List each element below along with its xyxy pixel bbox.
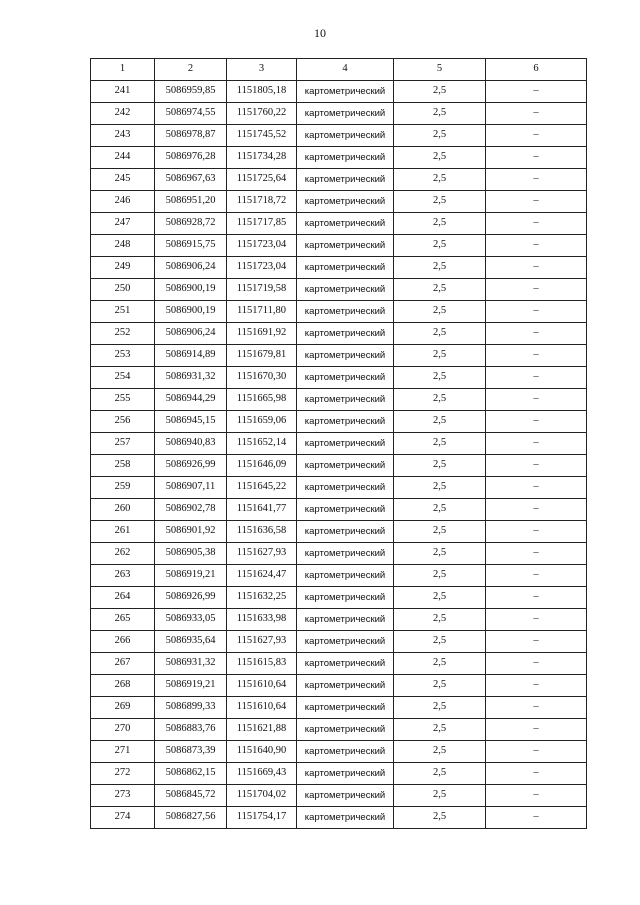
point-number-cell: 263 [91,565,155,587]
x-coordinate-cell: 5086862,15 [155,763,227,785]
accuracy-cell: 2,5 [394,653,486,675]
accuracy-cell: 2,5 [394,103,486,125]
accuracy-cell: 2,5 [394,631,486,653]
table-header-row [91,59,587,81]
note-cell: – [486,367,587,389]
x-coordinate-cell: 5086967,63 [155,169,227,191]
accuracy-cell: 2,5 [394,323,486,345]
table-row [91,389,587,411]
accuracy-cell: 2,5 [394,587,486,609]
note-cell: – [486,433,587,455]
point-number-cell: 269 [91,697,155,719]
table-row [91,741,587,763]
table-row [91,169,587,191]
point-number-cell: 274 [91,807,155,829]
method-cell: картометрический [297,213,394,235]
note-cell: – [486,279,587,301]
method-cell: картометрический [297,235,394,257]
note-cell: – [486,565,587,587]
point-number-cell: 247 [91,213,155,235]
note-cell: – [486,785,587,807]
x-coordinate-cell: 5086899,33 [155,697,227,719]
x-coordinate-cell: 5086940,83 [155,433,227,455]
accuracy-cell: 2,5 [394,741,486,763]
x-coordinate-cell: 5086926,99 [155,455,227,477]
method-cell: картометрический [297,367,394,389]
method-cell: картометрический [297,147,394,169]
note-cell: – [486,411,587,433]
table-row [91,455,587,477]
column-header: 2 [155,59,227,81]
accuracy-cell: 2,5 [394,235,486,257]
y-coordinate-cell: 1151610,64 [227,697,297,719]
accuracy-cell: 2,5 [394,191,486,213]
point-number-cell: 253 [91,345,155,367]
accuracy-cell: 2,5 [394,609,486,631]
y-coordinate-cell: 1151745,52 [227,125,297,147]
x-coordinate-cell: 5086907,11 [155,477,227,499]
x-coordinate-cell: 5086906,24 [155,257,227,279]
table-row [91,213,587,235]
y-coordinate-cell: 1151760,22 [227,103,297,125]
y-coordinate-cell: 1151636,58 [227,521,297,543]
y-coordinate-cell: 1151633,98 [227,609,297,631]
x-coordinate-cell: 5086900,19 [155,279,227,301]
x-coordinate-cell: 5086900,19 [155,301,227,323]
note-cell: – [486,235,587,257]
note-cell: – [486,389,587,411]
column-header: 1 [91,59,155,81]
y-coordinate-cell: 1151704,02 [227,785,297,807]
x-coordinate-cell: 5086873,39 [155,741,227,763]
table-row [91,785,587,807]
y-coordinate-cell: 1151632,25 [227,587,297,609]
note-cell: – [486,697,587,719]
accuracy-cell: 2,5 [394,125,486,147]
y-coordinate-cell: 1151627,93 [227,543,297,565]
y-coordinate-cell: 1151645,22 [227,477,297,499]
x-coordinate-cell: 5086827,56 [155,807,227,829]
accuracy-cell: 2,5 [394,279,486,301]
method-cell: картометрический [297,807,394,829]
method-cell: картометрический [297,719,394,741]
point-number-cell: 255 [91,389,155,411]
table-row [91,543,587,565]
x-coordinate-cell: 5086845,72 [155,785,227,807]
method-cell: картометрический [297,697,394,719]
accuracy-cell: 2,5 [394,367,486,389]
note-cell: – [486,191,587,213]
note-cell: – [486,543,587,565]
method-cell: картометрический [297,301,394,323]
note-cell: – [486,521,587,543]
accuracy-cell: 2,5 [394,213,486,235]
method-cell: картометрический [297,477,394,499]
accuracy-cell: 2,5 [394,565,486,587]
point-number-cell: 254 [91,367,155,389]
note-cell: – [486,455,587,477]
method-cell: картометрический [297,763,394,785]
table-row [91,653,587,675]
method-cell: картометрический [297,257,394,279]
note-cell: – [486,169,587,191]
table-row [91,807,587,829]
method-cell: картометрический [297,609,394,631]
method-cell: картометрический [297,323,394,345]
accuracy-cell: 2,5 [394,785,486,807]
note-cell: – [486,763,587,785]
point-number-cell: 265 [91,609,155,631]
table-row [91,345,587,367]
point-number-cell: 250 [91,279,155,301]
method-cell: картометрический [297,389,394,411]
note-cell: – [486,653,587,675]
accuracy-cell: 2,5 [394,719,486,741]
note-cell: – [486,477,587,499]
x-coordinate-cell: 5086914,89 [155,345,227,367]
note-cell: – [486,125,587,147]
accuracy-cell: 2,5 [394,81,486,103]
method-cell: картометрический [297,433,394,455]
method-cell: картометрический [297,521,394,543]
point-number-cell: 243 [91,125,155,147]
point-number-cell: 258 [91,455,155,477]
method-cell: картометрический [297,191,394,213]
y-coordinate-cell: 1151615,83 [227,653,297,675]
method-cell: картометрический [297,741,394,763]
accuracy-cell: 2,5 [394,169,486,191]
point-number-cell: 246 [91,191,155,213]
table-row [91,719,587,741]
accuracy-cell: 2,5 [394,455,486,477]
method-cell: картометрический [297,543,394,565]
y-coordinate-cell: 1151627,93 [227,631,297,653]
point-number-cell: 272 [91,763,155,785]
method-cell: картометрический [297,81,394,103]
x-coordinate-cell: 5086974,55 [155,103,227,125]
column-header: 5 [394,59,486,81]
table-row [91,257,587,279]
y-coordinate-cell: 1151723,04 [227,257,297,279]
note-cell: – [486,675,587,697]
table-row [91,521,587,543]
note-cell: – [486,741,587,763]
x-coordinate-cell: 5086945,15 [155,411,227,433]
point-number-cell: 268 [91,675,155,697]
note-cell: – [486,147,587,169]
point-number-cell: 249 [91,257,155,279]
y-coordinate-cell: 1151717,85 [227,213,297,235]
method-cell: картометрический [297,279,394,301]
x-coordinate-cell: 5086902,78 [155,499,227,521]
table-row [91,235,587,257]
table-row [91,433,587,455]
x-coordinate-cell: 5086976,28 [155,147,227,169]
table-row [91,631,587,653]
y-coordinate-cell: 1151679,81 [227,345,297,367]
method-cell: картометрический [297,785,394,807]
y-coordinate-cell: 1151624,47 [227,565,297,587]
y-coordinate-cell: 1151665,98 [227,389,297,411]
accuracy-cell: 2,5 [394,389,486,411]
y-coordinate-cell: 1151610,64 [227,675,297,697]
table-row [91,587,587,609]
column-header: 4 [297,59,394,81]
accuracy-cell: 2,5 [394,697,486,719]
point-number-cell: 260 [91,499,155,521]
method-cell: картометрический [297,411,394,433]
point-number-cell: 270 [91,719,155,741]
y-coordinate-cell: 1151641,77 [227,499,297,521]
x-coordinate-cell: 5086931,32 [155,653,227,675]
method-cell: картометрический [297,587,394,609]
note-cell: – [486,81,587,103]
y-coordinate-cell: 1151718,72 [227,191,297,213]
x-coordinate-cell: 5086933,05 [155,609,227,631]
note-cell: – [486,345,587,367]
method-cell: картометрический [297,103,394,125]
method-cell: картометрический [297,169,394,191]
note-cell: – [486,609,587,631]
y-coordinate-cell: 1151669,43 [227,763,297,785]
note-cell: – [486,213,587,235]
point-number-cell: 267 [91,653,155,675]
note-cell: – [486,323,587,345]
point-number-cell: 244 [91,147,155,169]
point-number-cell: 273 [91,785,155,807]
note-cell: – [486,499,587,521]
accuracy-cell: 2,5 [394,301,486,323]
y-coordinate-cell: 1151670,30 [227,367,297,389]
x-coordinate-cell: 5086905,38 [155,543,227,565]
column-header: 6 [486,59,587,81]
point-number-cell: 266 [91,631,155,653]
y-coordinate-cell: 1151711,80 [227,301,297,323]
accuracy-cell: 2,5 [394,499,486,521]
x-coordinate-cell: 5086951,20 [155,191,227,213]
y-coordinate-cell: 1151646,09 [227,455,297,477]
accuracy-cell: 2,5 [394,147,486,169]
note-cell: – [486,719,587,741]
point-number-cell: 261 [91,521,155,543]
x-coordinate-cell: 5086919,21 [155,675,227,697]
note-cell: – [486,301,587,323]
table-row [91,477,587,499]
accuracy-cell: 2,5 [394,477,486,499]
point-number-cell: 248 [91,235,155,257]
point-number-cell: 245 [91,169,155,191]
method-cell: картометрический [297,565,394,587]
y-coordinate-cell: 1151754,17 [227,807,297,829]
x-coordinate-cell: 5086915,75 [155,235,227,257]
table-row [91,191,587,213]
y-coordinate-cell: 1151691,92 [227,323,297,345]
point-number-cell: 256 [91,411,155,433]
x-coordinate-cell: 5086906,24 [155,323,227,345]
note-cell: – [486,103,587,125]
y-coordinate-cell: 1151659,06 [227,411,297,433]
point-number-cell: 259 [91,477,155,499]
method-cell: картометрический [297,345,394,367]
method-cell: картометрический [297,455,394,477]
accuracy-cell: 2,5 [394,257,486,279]
table-row [91,323,587,345]
x-coordinate-cell: 5086978,87 [155,125,227,147]
point-number-cell: 257 [91,433,155,455]
table-row [91,499,587,521]
table-row [91,675,587,697]
table-row [91,609,587,631]
point-number-cell: 262 [91,543,155,565]
table-row [91,81,587,103]
table-row [91,367,587,389]
coordinates-table [90,58,587,829]
table-row [91,103,587,125]
x-coordinate-cell: 5086935,64 [155,631,227,653]
accuracy-cell: 2,5 [394,543,486,565]
method-cell: картометрический [297,675,394,697]
table-body [91,81,587,829]
page-number: 10 [314,26,326,40]
note-cell: – [486,631,587,653]
method-cell: картометрический [297,631,394,653]
accuracy-cell: 2,5 [394,411,486,433]
accuracy-cell: 2,5 [394,521,486,543]
x-coordinate-cell: 5086931,32 [155,367,227,389]
accuracy-cell: 2,5 [394,807,486,829]
x-coordinate-cell: 5086944,29 [155,389,227,411]
table-row [91,697,587,719]
method-cell: картометрический [297,499,394,521]
accuracy-cell: 2,5 [394,433,486,455]
table-row [91,301,587,323]
note-cell: – [486,587,587,609]
y-coordinate-cell: 1151725,64 [227,169,297,191]
table-row [91,565,587,587]
method-cell: картометрический [297,653,394,675]
table-row [91,411,587,433]
accuracy-cell: 2,5 [394,675,486,697]
y-coordinate-cell: 1151805,18 [227,81,297,103]
point-number-cell: 242 [91,103,155,125]
note-cell: – [486,257,587,279]
accuracy-cell: 2,5 [394,763,486,785]
x-coordinate-cell: 5086928,72 [155,213,227,235]
y-coordinate-cell: 1151652,14 [227,433,297,455]
table-row [91,763,587,785]
point-number-cell: 271 [91,741,155,763]
point-number-cell: 252 [91,323,155,345]
table-row [91,279,587,301]
table-row [91,147,587,169]
note-cell: – [486,807,587,829]
point-number-cell: 251 [91,301,155,323]
x-coordinate-cell: 5086883,76 [155,719,227,741]
x-coordinate-cell: 5086919,21 [155,565,227,587]
y-coordinate-cell: 1151723,04 [227,235,297,257]
table-row [91,125,587,147]
method-cell: картометрический [297,125,394,147]
x-coordinate-cell: 5086901,92 [155,521,227,543]
x-coordinate-cell: 5086926,99 [155,587,227,609]
point-number-cell: 264 [91,587,155,609]
point-number-cell: 241 [91,81,155,103]
y-coordinate-cell: 1151719,58 [227,279,297,301]
y-coordinate-cell: 1151621,88 [227,719,297,741]
y-coordinate-cell: 1151734,28 [227,147,297,169]
y-coordinate-cell: 1151640,90 [227,741,297,763]
column-header: 3 [227,59,297,81]
accuracy-cell: 2,5 [394,345,486,367]
x-coordinate-cell: 5086959,85 [155,81,227,103]
